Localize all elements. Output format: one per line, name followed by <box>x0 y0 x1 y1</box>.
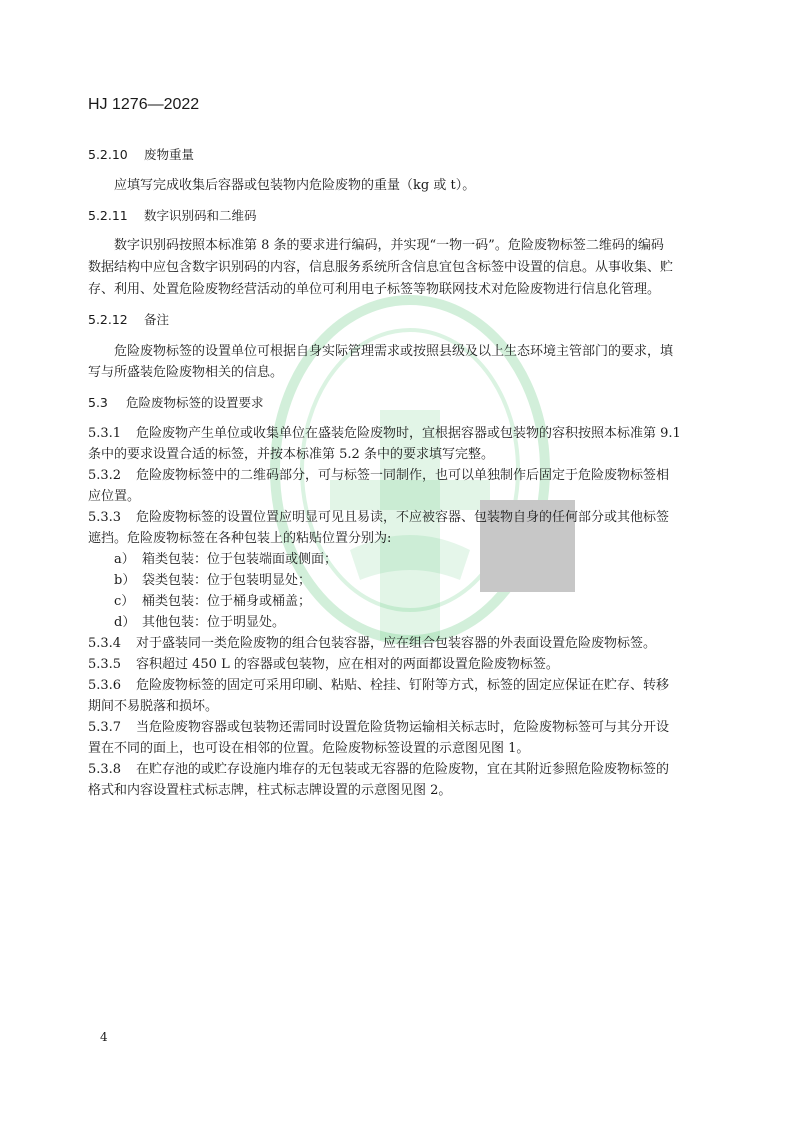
paragraph-line: 数字识别码按照本标准第 8 条的要求进行编码，并实现“一物一码”。危险废物标签二维码的编码 <box>114 238 664 253</box>
list-item: b） 袋类包装：位于包装明显处； <box>114 573 312 588</box>
paragraph-line: 数据结构中应包含数字识别码的内容，信息服务系统所含信息宜包含标签中设置的信息。从事收集、贮 <box>88 260 674 275</box>
paragraph-line: 危险废物标签的设置单位可根据自身实际管理需求或按照县级及以上生态环境主管部门的要求，填 <box>114 344 674 359</box>
paragraph-line: 格式和内容设置柱式标志牌，柱式标志牌设置的示意图见图 2。 <box>88 783 452 798</box>
paragraph-line: 存、利用、处置危险废物经营活动的单位可利用电子标签等物联网技术对危险废物进行信息化管理。 <box>88 282 661 297</box>
paragraph-line: 置在不同的面上，也可设在相邻的位置。危险废物标签设置的示意图见图 1。 <box>88 741 530 756</box>
standard-number: HJ 1276—2022 <box>88 96 200 113</box>
paragraph-line: 应填写完成收集后容器或包装物内危险废物的重量（kg 或 t）。 <box>114 178 476 193</box>
paragraph-line: 写与所盛装危险废物相关的信息。 <box>88 365 284 380</box>
paragraph-line: 遮挡。危险废物标签在各种包装上的粘贴位置分别为: <box>88 531 392 546</box>
list-item: a） 箱类包装：位于包装端面或侧面； <box>114 552 338 567</box>
clause-5-3-3-line1: 5.3.3 危险废物标签的设置位置应明显可见且易读，不应被容器、包装物自身的任何部分或其他标签 <box>88 510 670 525</box>
clause-5-3-6-line1: 5.3.6 危险废物标签的固定可采用印刷、粘贴、栓挂、钉附等方式，标签的固定应保证在贮存、转移 <box>88 678 670 693</box>
clause-5-3-4: 5.3.4 对于盛装同一类危险废物的组合包装容器，应在组合包装容器的外表面设置危险废物标签。 <box>88 636 657 651</box>
clause-5-3-8-line1: 5.3.8 在贮存池的或贮存设施内堆存的无包装或无容器的危险废物，宜在其附近参照危险废物标签的 <box>88 762 670 777</box>
section-heading-5-2-11: 5.2.11 数字识别码和二维码 <box>88 208 257 223</box>
clause-5-3-2-line1: 5.3.2 危险废物标签中的二维码部分，可与标签一同制作，也可以单独制作后固定于危险废物标签相 <box>88 468 670 483</box>
section-heading-5-2-10: 5.2.10 废物重量 <box>88 147 195 162</box>
section-heading-5-2-12: 5.2.12 备注 <box>88 312 170 327</box>
page-number: 4 <box>100 1030 108 1044</box>
clause-5-3-5: 5.3.5 容积超过 450 L 的容器或包装物，应在相对的两面都设置危险废物标签。 <box>88 657 559 672</box>
paragraph-line: 期间不易脱落和损坏。 <box>88 699 219 714</box>
list-item: d） 其他包装：位于明显处。 <box>114 615 286 630</box>
clause-5-3-7-line1: 5.3.7 当危险废物容器或包装物还需同时设置危险货物运输相关标志时，危险废物标签可与其分开设 <box>88 720 670 735</box>
list-item: c） 桶类包装：位于桶身或桶盖； <box>114 594 312 609</box>
paragraph-line: 条中的要求设置合适的标签，并按本标准第 5.2 条中的要求填写完整。 <box>88 447 494 462</box>
clause-5-3-1-line1: 5.3.1 危险废物产生单位或收集单位在盛装危险废物时，宜根据容器或包装物的容积按照本标准第 9.1 <box>88 426 681 441</box>
paragraph-line: 应位置。 <box>88 489 141 504</box>
section-heading-5-3: 5.3 危险废物标签的设置要求 <box>88 395 264 410</box>
